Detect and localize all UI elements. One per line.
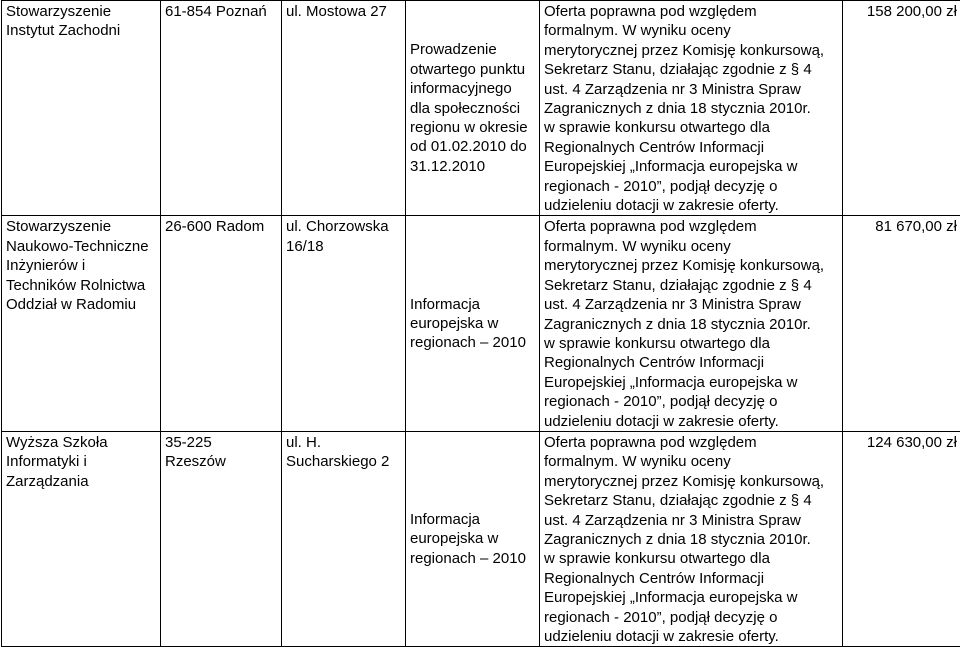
street-address: ul. H. Sucharskiego 2 xyxy=(282,431,406,646)
organization-name: Stowarzyszenie Instytut Zachodni xyxy=(2,1,161,216)
table-row xyxy=(2,431,960,646)
postal-city: 35-225 Rzeszów xyxy=(161,431,282,646)
organization-name: Wyższa Szkoła Informatyki i Zarządzania xyxy=(2,431,161,646)
grant-amount: 81 670,00 zł xyxy=(843,216,960,431)
decision-text: Oferta poprawna pod względem formalnym. W wyniku oceny merytorycznej przez Komisję konkursową, Sekretarz Stanu, działając zgodnie z § 4 ust. 4 Zarządzenia nr 3 Ministra Spraw Zagranicznych z dnia 18 stycznia 2010r. w sprawie konkursu otwartego dla Regionalnych Centrów Informacji Europejskiej „Informacja europejska w regionach - 2010”, podjął decyzję o udzieleniu dotacji w zakresie oferty. xyxy=(540,1,843,216)
street-address: ul. Chorzowska 16/18 xyxy=(282,216,406,431)
decision-text: Oferta poprawna pod względem formalnym. W wyniku oceny merytorycznej przez Komisję konkursową, Sekretarz Stanu, działając zgodnie z § 4 ust. 4 Zarządzenia nr 3 Ministra Spraw Zagranicznych z dnia 18 stycznia 2010r. w sprawie konkursu otwartego dla Regionalnych Centrów Informacji Europejskiej „Informacja europejska w regionach - 2010”, podjął decyzję o udzieleniu dotacji w zakresie oferty. xyxy=(540,216,843,431)
project-title: Prowadzenie otwartego punktu informacyjnego dla społeczności regionu w okresie od 01.02.2010 do 31.12.2010 xyxy=(406,1,540,216)
grant-amount: 124 630,00 zł xyxy=(843,431,960,646)
street-address: ul. Mostowa 27 xyxy=(282,1,406,216)
postal-city: 61-854 Poznań xyxy=(161,1,282,216)
project-title: Informacja europejska w regionach – 2010 xyxy=(406,216,540,431)
grant-amount: 158 200,00 zł xyxy=(843,1,960,216)
grants-table xyxy=(1,0,960,647)
decision-text: Oferta poprawna pod względem formalnym. W wyniku oceny merytorycznej przez Komisję konkursową, Sekretarz Stanu, działając zgodnie z § 4 ust. 4 Zarządzenia nr 3 Ministra Spraw Zagranicznych z dnia 18 stycznia 2010r. w sprawie konkursu otwartego dla Regionalnych Centrów Informacji Europejskiej „Informacja europejska w regionach - 2010”, podjął decyzję o udzieleniu dotacji w zakresie oferty. xyxy=(540,431,843,646)
table-row xyxy=(2,216,960,431)
project-title: Informacja europejska w regionach – 2010 xyxy=(406,431,540,646)
organization-name: Stowarzyszenie Naukowo-Techniczne Inżynierów i Techników Rolnictwa Oddział w Radomiu xyxy=(2,216,161,431)
table-row xyxy=(2,1,960,216)
postal-city: 26-600 Radom xyxy=(161,216,282,431)
